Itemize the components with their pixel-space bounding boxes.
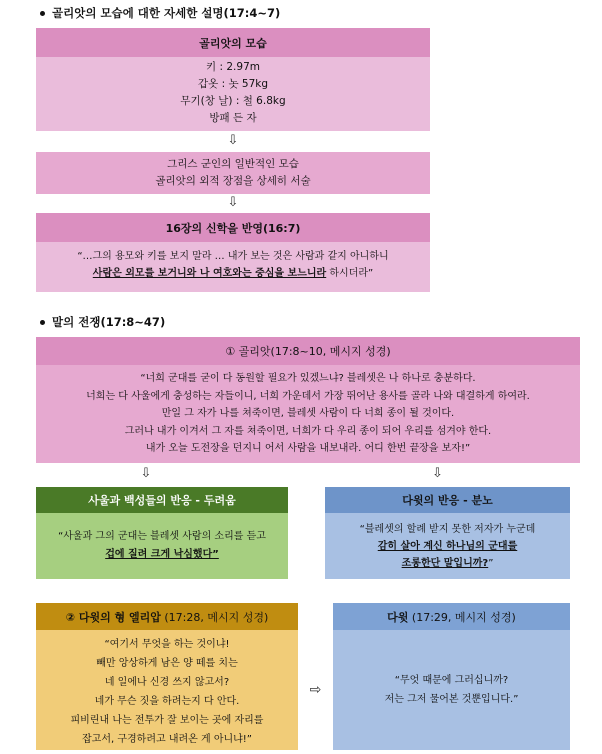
eliab-speech-line: 네 일에나 신경 쓰지 않고서? — [104, 677, 230, 688]
goliath-speech-title: ① 골리앗(17:8~10, 메시지 성경) — [225, 345, 391, 358]
goliath-speech-line: 너희는 다 사울에게 충성하는 자들이니, 너희 가운데서 가장 뛰어난 용사를 골라 나와 대결하게 하여라. — [86, 390, 530, 402]
david-answer-title — [387, 609, 516, 625]
detail-spear: 무기(창 날) : 철 6.8kg — [180, 95, 286, 107]
theology-quote-end: 하시더라” — [326, 268, 374, 279]
eliab-speech-line: “여기서 무엇을 하는 것이냐! — [104, 639, 230, 650]
section-heading-goliath-appearance — [40, 4, 280, 22]
eliab-title-name: 다윗의 형 엘리압 — [78, 610, 161, 624]
right-arrow-icon: ⇨ — [309, 682, 322, 698]
david-reaction-line-3 — [325, 555, 570, 572]
eliab-speech-line: 잡고서, 구경하려고 내려온 게 아니냐!” — [82, 734, 252, 745]
section-heading-text: 말의 전쟁(17:8~47) — [52, 315, 166, 329]
section-heading-text: 골리앗의 모습에 대한 자세한 설명(17:4~7) — [52, 6, 281, 20]
bullet-icon — [40, 320, 45, 325]
david-answer-title-name: 다윗 — [387, 610, 409, 624]
david-answer-title-source: (17:29, 메시지 성경) — [408, 610, 516, 624]
goliath-appearance-title-box — [36, 28, 430, 57]
theology-title-box — [36, 213, 430, 242]
eliab-speech-line: 네가 무슨 짓을 하려는지 다 안다. — [94, 696, 240, 707]
david-reaction-emphasis: 조롱한단 말입니까? — [401, 557, 489, 569]
goliath-speech-line: 만일 그 자가 나를 쳐죽이면, 블레셋 사람이 다 너희 종이 될 것이다. — [161, 408, 455, 419]
theology-quote-line-2 — [36, 265, 430, 282]
eliab-title-box — [36, 603, 298, 630]
down-arrow-icon: ⇩ — [432, 466, 443, 481]
david-reaction-title: 다윗의 반응 - 분노 — [402, 494, 493, 507]
goliath-appearance-details — [36, 57, 430, 131]
david-reaction-quote-end: ” — [488, 557, 494, 569]
david-answer-line-2: 저는 그저 물어본 것뿐입니다.” — [384, 694, 519, 705]
theology-quote — [36, 242, 430, 292]
greek-soldier-line-2: 골리앗의 외적 장점을 상세히 서술 — [155, 175, 311, 187]
detail-shield: 방패 든 자 — [209, 112, 257, 124]
goliath-speech-line: 내가 오늘 도전장을 던지니 어서 사람을 내보내라. 어디 한번 끝장을 보자!” — [145, 443, 471, 454]
david-answer-title-box — [333, 603, 570, 630]
goliath-speech-line: “너희 군대를 굳이 다 동원할 필요가 있겠느냐? 블레셋은 나 하나로 충분하다. — [140, 373, 476, 384]
detail-height: 키 : 2.97m — [206, 61, 260, 73]
saul-reaction-line-1: “사울과 그의 군대는 블레셋 사람의 소리를 듣고 — [58, 531, 266, 542]
goliath-appearance-title: 골리앗의 모습 — [199, 36, 267, 50]
goliath-speech-line: 그러나 내가 이겨서 그 자를 쳐죽이면, 너희가 다 우리 종이 되어 우리를 섬겨야 한다. — [124, 425, 492, 437]
down-arrow-icon: ⇩ — [227, 133, 239, 148]
greek-soldier-line-1: 그리스 군인의 일반적인 모습 — [167, 158, 299, 170]
david-reaction-line-2: 감히 살아 계신 하나님의 군대를 — [377, 540, 518, 552]
david-reaction-body — [325, 513, 570, 579]
greek-soldier-box — [36, 152, 430, 194]
theology-title: 16장의 신학을 반영(16:7) — [165, 221, 301, 235]
bullet-icon — [40, 11, 45, 16]
down-arrow-icon: ⇩ — [227, 195, 239, 210]
david-answer-body — [333, 630, 570, 750]
detail-armor: 갑옷 : 놋 57kg — [197, 78, 269, 90]
down-arrow-icon: ⇩ — [140, 466, 152, 481]
eliab-title — [66, 609, 269, 625]
eliab-speech-line: 피비린내 나는 전투가 잘 보이는 곳에 자리를 — [70, 715, 264, 726]
david-answer-line-1: “무엇 때문에 그러십니까? — [394, 675, 509, 686]
goliath-speech-title-box — [36, 337, 580, 365]
saul-reaction-title: 사울과 백성들의 반응 - 두려움 — [88, 494, 236, 507]
saul-reaction-body — [36, 513, 288, 579]
saul-reaction-line-2: 겁에 질려 크게 낙심했다” — [105, 549, 219, 560]
goliath-speech-body — [36, 365, 580, 463]
eliab-title-source: (17:28, 메시지 성경) — [160, 610, 269, 624]
saul-reaction-title-box — [36, 487, 288, 513]
eliab-title-number: ② — [65, 610, 79, 624]
theology-emphasis: 사람은 외모를 보거니와 나 여호와는 중심을 보느니라 — [92, 268, 327, 279]
david-reaction-title-box — [325, 487, 570, 513]
eliab-speech-body — [36, 630, 298, 750]
section-heading-war-of-words — [40, 313, 165, 331]
theology-quote-line-1: “…그의 용모와 키를 보지 말라 … 내가 보는 것은 사람과 같지 아니하니 — [77, 251, 389, 262]
eliab-speech-line: 빼만 앙상하게 남은 양 떼를 치는 — [96, 658, 238, 669]
david-reaction-line-1: “블레셋의 할례 받지 못한 저자가 누군데 — [359, 523, 536, 535]
